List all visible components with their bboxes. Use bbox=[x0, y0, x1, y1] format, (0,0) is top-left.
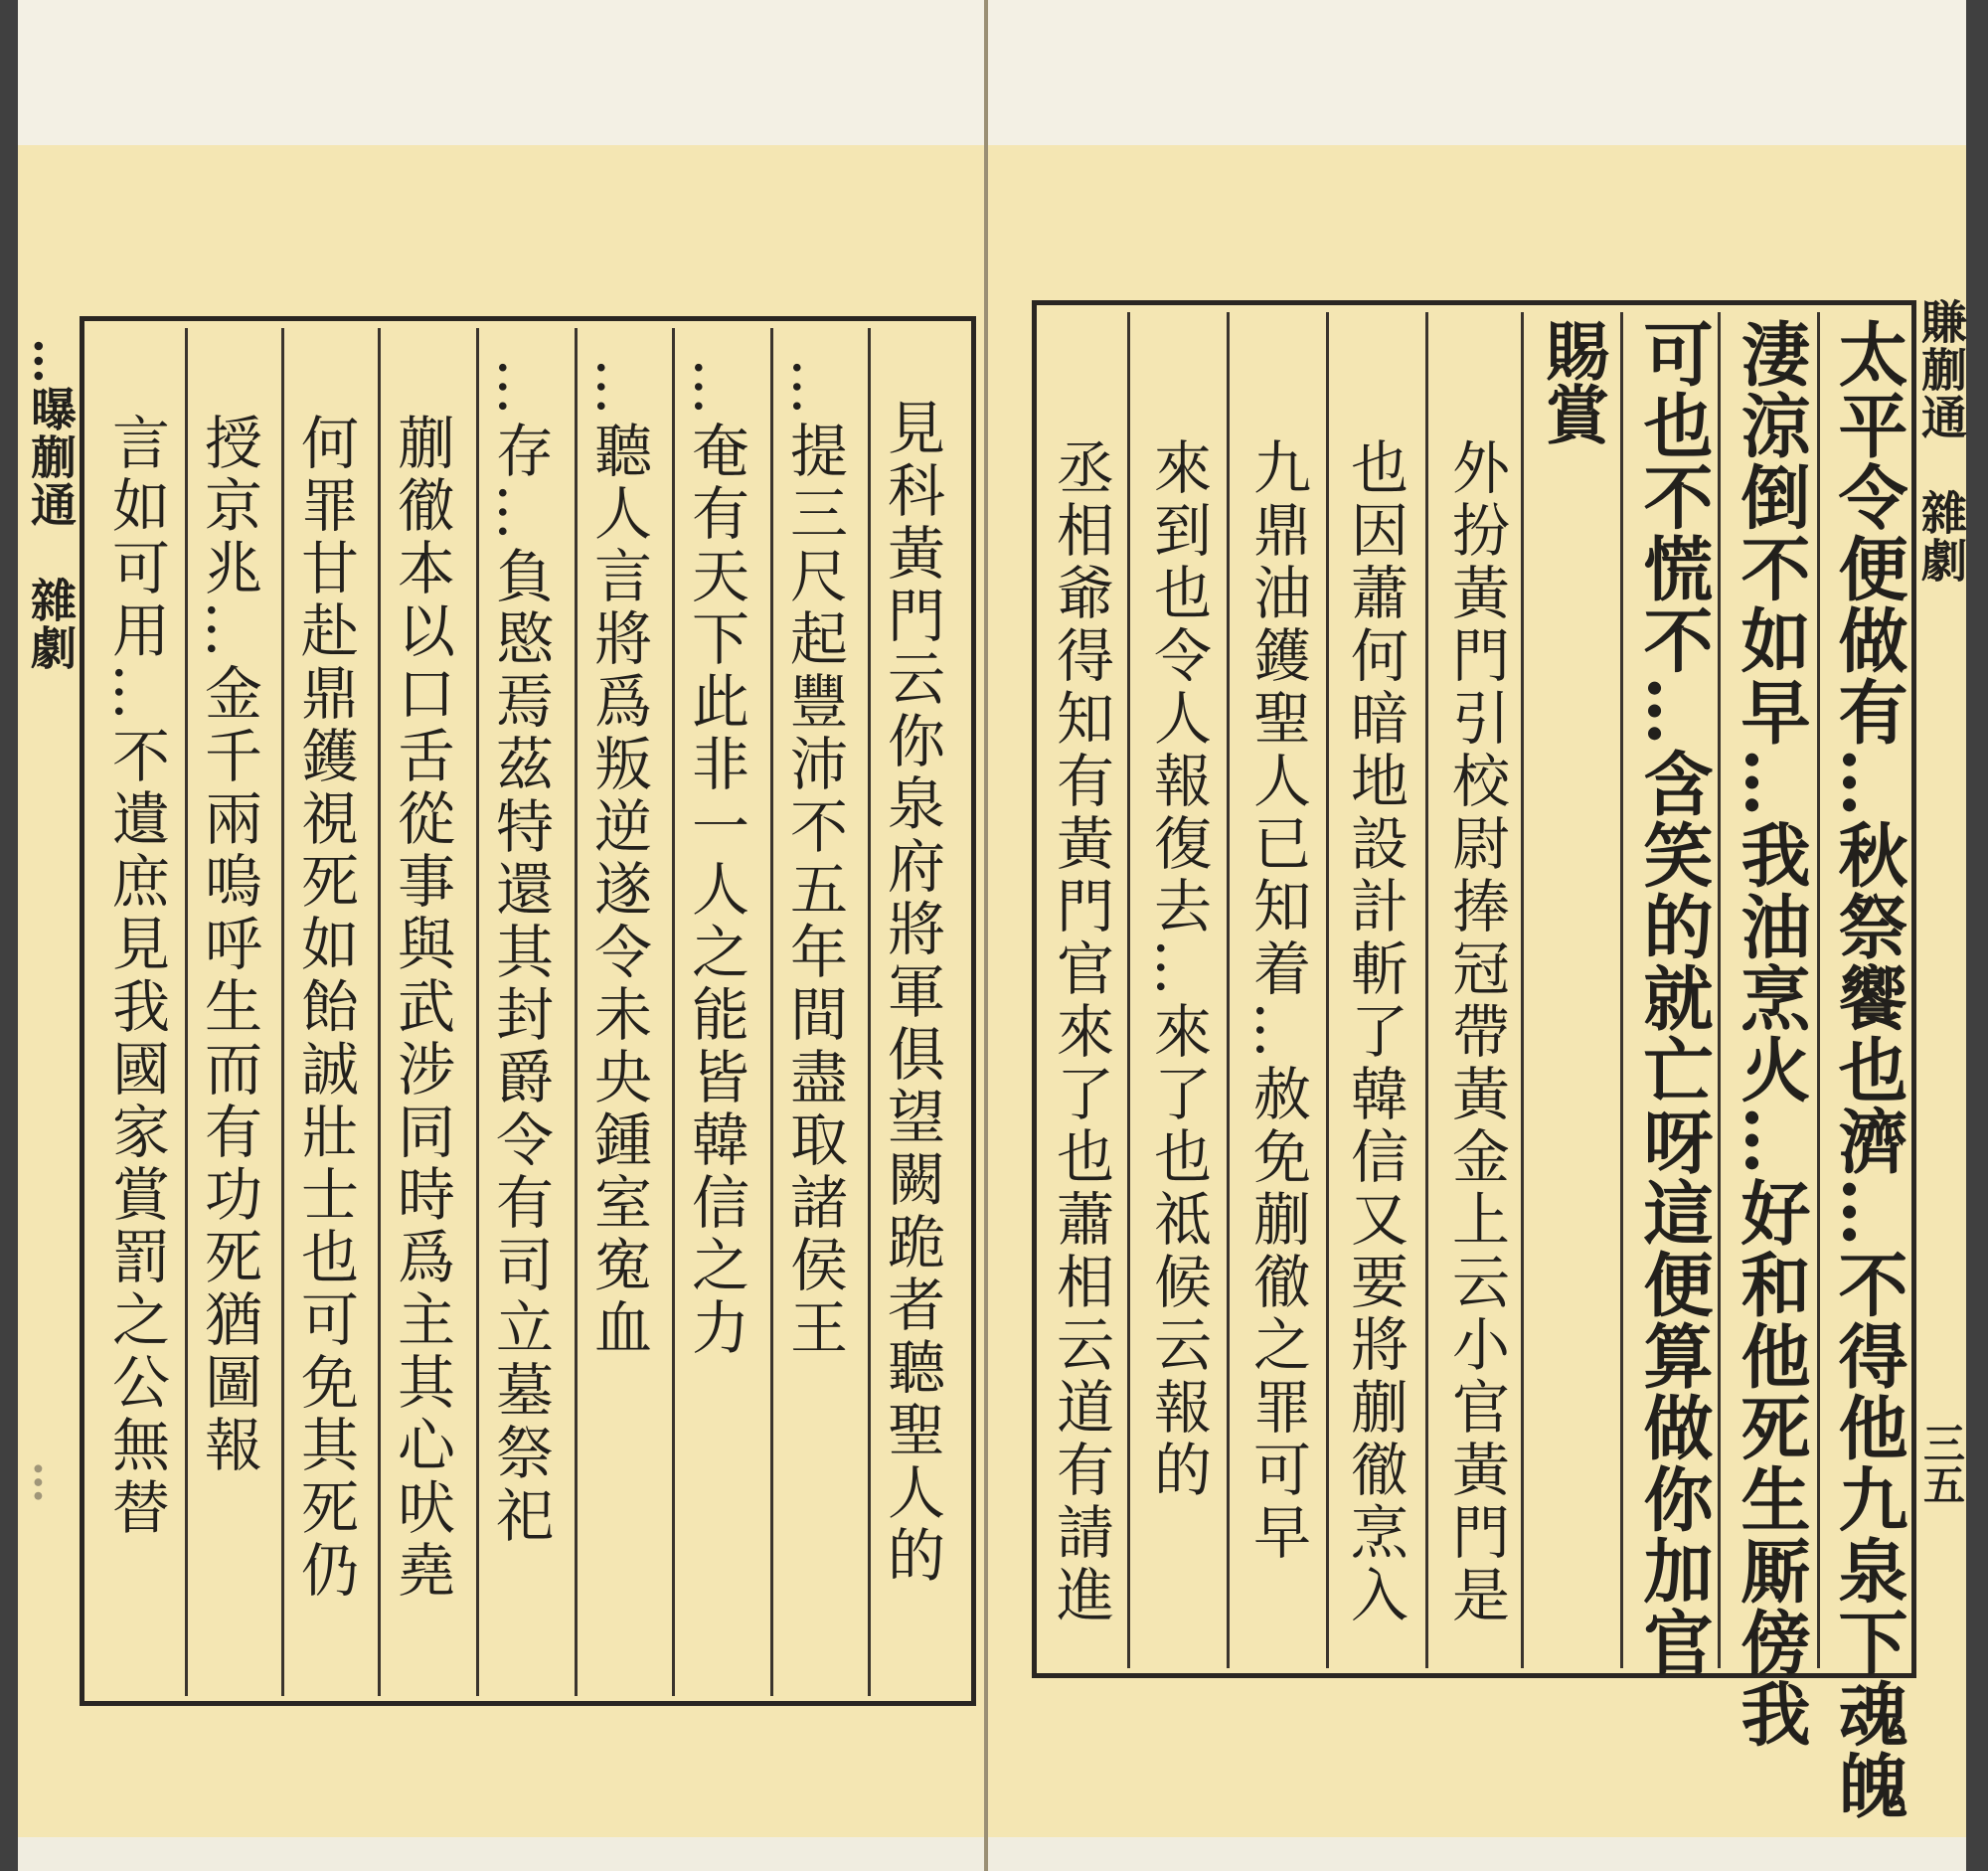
folio-number: 三五 bbox=[1917, 1422, 1966, 1505]
column-rule bbox=[185, 328, 188, 1696]
section-heading: 賜賞 bbox=[1535, 318, 1609, 445]
column-rule bbox=[476, 328, 479, 1696]
top-margin bbox=[988, 0, 1966, 145]
right-page bbox=[988, 0, 1966, 1871]
text-column: …聽人言將爲叛逆遂令未央鍾室寃血 bbox=[584, 358, 652, 1360]
column-rule bbox=[281, 328, 284, 1696]
column-rule bbox=[1227, 312, 1230, 1668]
text-column: 九鼎油鑊聖人已知着…赦免蒯徹之罪可早 bbox=[1243, 437, 1311, 1565]
column-rule bbox=[672, 328, 675, 1696]
text-column: 外扮黃門引校尉捧冠帶黃金上云小官黃門是 bbox=[1442, 437, 1510, 1627]
column-rule bbox=[770, 328, 773, 1696]
text-column: 何罪甘赴鼎鑊視死如飴誠壯士也可免其死仍 bbox=[291, 413, 359, 1603]
text-column: 可也不慌不…含笑的就亡呀這便算做你加官 bbox=[1632, 318, 1715, 1678]
margin-title: 賺蒯通 雜劇 bbox=[1914, 298, 1968, 585]
column-rule bbox=[868, 328, 871, 1696]
margin-title: …曝蒯通 雜劇 bbox=[24, 338, 78, 672]
left-page bbox=[18, 0, 984, 1871]
text-column: 淒涼倒不如早…我油烹火…好和他死生厮傍我 bbox=[1730, 318, 1812, 1750]
column-rule bbox=[378, 328, 381, 1696]
bottom-margin bbox=[18, 1837, 984, 1871]
text-column: 太平令便做有…秋祭饗也濟…不得他九泉下魂魄 bbox=[1827, 318, 1909, 1821]
bottom-margin bbox=[988, 1837, 1966, 1871]
folio-number: … bbox=[25, 1461, 74, 1503]
text-column: 丞相爺得知有黃門官來了也蕭相云道有請進 bbox=[1047, 437, 1114, 1627]
column-rule bbox=[1127, 312, 1130, 1668]
column-rule bbox=[575, 328, 578, 1696]
text-column: 來到也令人報復去…來了也祗候云報的 bbox=[1144, 437, 1212, 1502]
text-column: 蒯徹本以口舌從事與武涉同時爲主其心吠堯 bbox=[388, 413, 455, 1603]
top-margin bbox=[18, 0, 984, 145]
column-rule bbox=[1817, 312, 1820, 1668]
text-column: 見科黃門云你泉府將軍俱望闕跪者聽聖人的 bbox=[878, 398, 945, 1588]
text-column: 言如可用…不遺庶見我國家賞罰之公無替 bbox=[102, 413, 170, 1540]
text-column: 授京兆…金千兩嗚呼生而有功死猶圖報 bbox=[195, 413, 262, 1477]
text-column: …提三尺起豐沛不五年間盡取諸侯王 bbox=[780, 358, 848, 1360]
column-rule bbox=[1326, 312, 1329, 1668]
text-column: …存…負愍焉茲特還其封爵令有司立墓祭祀 bbox=[486, 358, 554, 1548]
column-rule bbox=[1425, 312, 1428, 1668]
column-rule bbox=[1718, 312, 1721, 1668]
text-column: 也因蕭何暗地設計斬了韓信又要將蒯徹烹入 bbox=[1341, 437, 1408, 1627]
text-column: …奄有天下此非一人之能皆韓信之力 bbox=[682, 358, 749, 1360]
column-rule bbox=[1620, 312, 1623, 1668]
column-rule bbox=[1521, 312, 1524, 1668]
